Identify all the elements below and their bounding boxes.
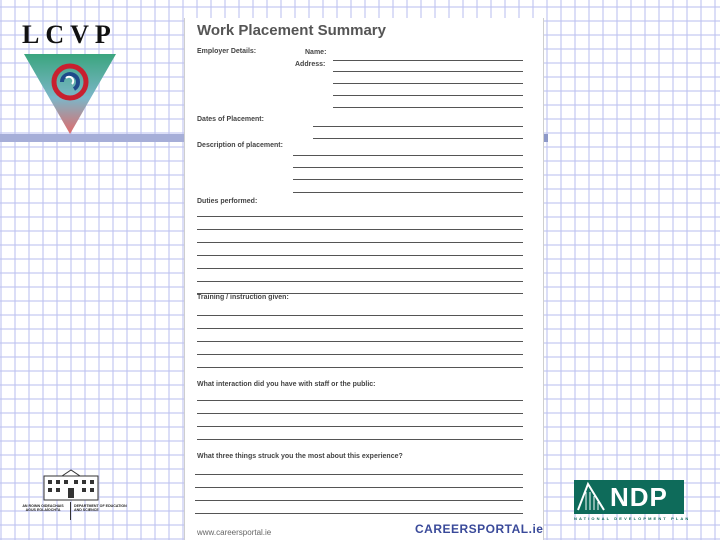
three-things-line[interactable]: [195, 500, 523, 501]
careersportal-logo: CAREERSPORTAL.ie: [415, 522, 544, 536]
training-line[interactable]: [197, 315, 523, 316]
ndp-subtitle: NATIONAL DEVELOPMENT PLAN: [574, 516, 691, 521]
interaction-line[interactable]: [197, 439, 523, 440]
work-placement-form: [184, 18, 544, 540]
dates-label: Dates of Placement:: [197, 116, 264, 123]
duties-label: Duties performed:: [197, 198, 258, 205]
three-things-label: What three things struck you the most about this experience?: [197, 453, 403, 460]
duties-line[interactable]: [197, 268, 523, 269]
duties-line[interactable]: [197, 281, 523, 282]
department-crest: [18, 466, 128, 522]
building-icon: [42, 468, 100, 502]
dates-line[interactable]: [313, 138, 523, 139]
employer-label: Employer Details:: [197, 48, 257, 55]
form-title: Work Placement Summary: [197, 22, 386, 39]
description-label: Description of placement:: [197, 142, 283, 149]
department-name-english: DEPARTMENT OF EDUCATION AND SCIENCE: [74, 504, 127, 513]
three-things-line[interactable]: [195, 487, 523, 488]
address-line[interactable]: [333, 83, 523, 84]
duties-line[interactable]: [197, 255, 523, 256]
training-line[interactable]: [197, 328, 523, 329]
address-line[interactable]: [333, 71, 523, 72]
interaction-line[interactable]: [197, 426, 523, 427]
ndp-logo-box: [574, 480, 684, 514]
address-label: Address:: [295, 61, 326, 68]
duties-line[interactable]: [197, 242, 523, 243]
description-line[interactable]: [293, 155, 523, 156]
description-line[interactable]: [293, 192, 523, 193]
interaction-line[interactable]: [197, 400, 523, 401]
dates-line[interactable]: [313, 126, 523, 127]
lcvp-logo-text: LCVP: [22, 20, 117, 49]
duties-line[interactable]: [197, 229, 523, 230]
three-things-line[interactable]: [195, 474, 523, 475]
harp-icon: [574, 480, 608, 514]
interaction-line[interactable]: [197, 413, 523, 414]
training-label: Training / instruction given:: [197, 294, 289, 301]
ndp-logo: [574, 480, 691, 521]
name-line[interactable]: [333, 60, 523, 61]
crest-divider: [70, 502, 71, 520]
lcvp-logo-icon: [22, 50, 118, 136]
description-line[interactable]: [293, 167, 523, 168]
address-line[interactable]: [333, 95, 523, 96]
training-line[interactable]: [197, 367, 523, 368]
three-things-line[interactable]: [195, 513, 523, 514]
training-line[interactable]: [197, 341, 523, 342]
ndp-logo-text: NDP: [610, 482, 668, 512]
interaction-label: What interaction did you have with staff or the public:: [197, 381, 376, 388]
department-name-irish: AN ROINN OIDEACHAIS AGUS EOLAÍOCHTA: [22, 504, 64, 513]
duties-line[interactable]: [197, 216, 523, 217]
address-line[interactable]: [333, 107, 523, 108]
description-line[interactable]: [293, 179, 523, 180]
training-line[interactable]: [197, 354, 523, 355]
name-label: Name:: [305, 49, 327, 56]
footer-url: www.careersportal.ie: [197, 528, 272, 537]
